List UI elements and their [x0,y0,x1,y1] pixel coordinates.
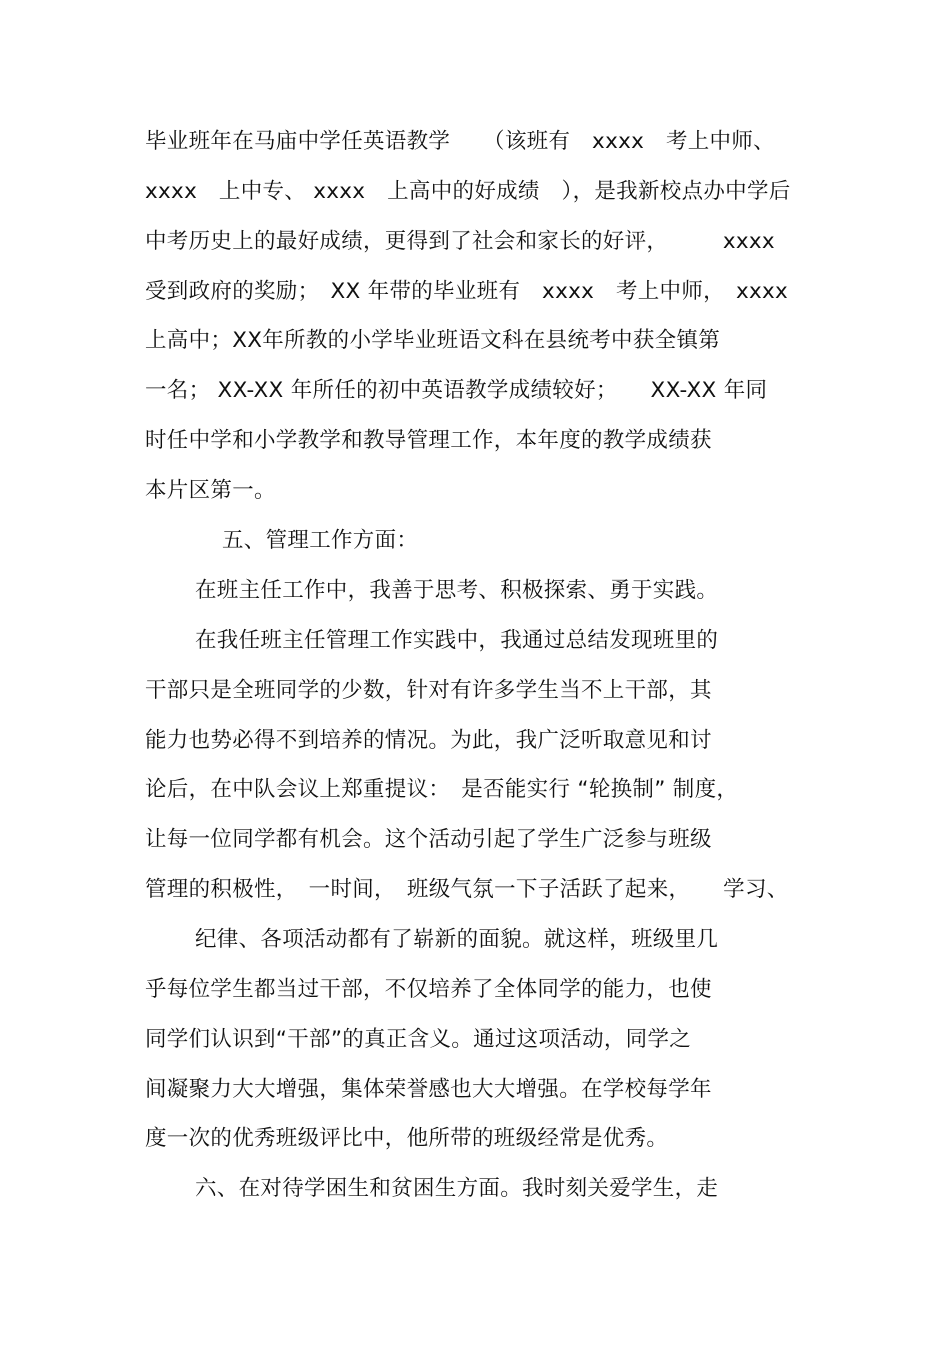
text-line: 毕业班年在马庙中学任英语教学 （该班有 xxxx 考上中师、 [145,129,775,154]
text-line: 同学们认识到“干部”的真正含义。通过这项活动，同学之 [145,1027,692,1052]
text-line: 间凝聚力大大增强，集体荣誉感也大大增强。在学校每学年 [145,1077,712,1102]
text-line: 纪律、各项活动都有了崭新的面貌。就这样，班级里几 [195,927,719,952]
text-line: 管理的积极性， 一时间， 班级气氛一下子活跃了起来， 学习、 [145,877,789,902]
section-heading: 六、在对待学困生和贫困生方面。我时刻关爱学生，走 [195,1176,719,1201]
text-line: 论后，在中队会议上郑重提议： 是否能实行 “轮换制” 制度， [145,777,739,802]
section-heading: 五、管理工作方面： [222,528,419,553]
text-line: 时任中学和小学教学和教导管理工作，本年度的教学成绩获 [145,428,712,453]
text-line: 度一次的优秀班级评比中，他所带的班级经常是优秀。 [145,1126,669,1151]
text-line: xxxx 上中专、 xxxx 上高中的好成绩 ），是我新校点办中学后 [145,179,791,204]
text-line: 中考历史上的最好成绩，更得到了社会和家长的好评， xxxx [145,229,775,254]
text-line: 在我任班主任管理工作实践中，我通过总结发现班里的 [195,628,719,653]
text-line: 受到政府的奖励； XX 年带的毕业班有 xxxx 考上中师， xxxx [145,279,789,304]
text-line: 本片区第一。 [145,478,276,503]
text-line: 能力也势必得不到培养的情况。为此，我广泛听取意见和讨 [145,728,712,753]
text-line: 干部只是全班同学的少数，针对有许多学生当不上干部，其 [145,678,712,703]
text-line: 一名； XX-XX 年所任的初中英语教学成绩较好； XX-XX 年同 [145,378,768,403]
text-line: 乎每位学生都当过干部，不仅培养了全体同学的能力，也使 [145,977,712,1002]
text-line: 让每一位同学都有机会。这个活动引起了学生广泛参与班级 [145,827,712,852]
text-line: 上高中；XX年所教的小学毕业班语文科在县统考中获全镇第 [145,328,721,353]
text-line: 在班主任工作中，我善于思考、积极探索、勇于实践。 [195,578,719,603]
